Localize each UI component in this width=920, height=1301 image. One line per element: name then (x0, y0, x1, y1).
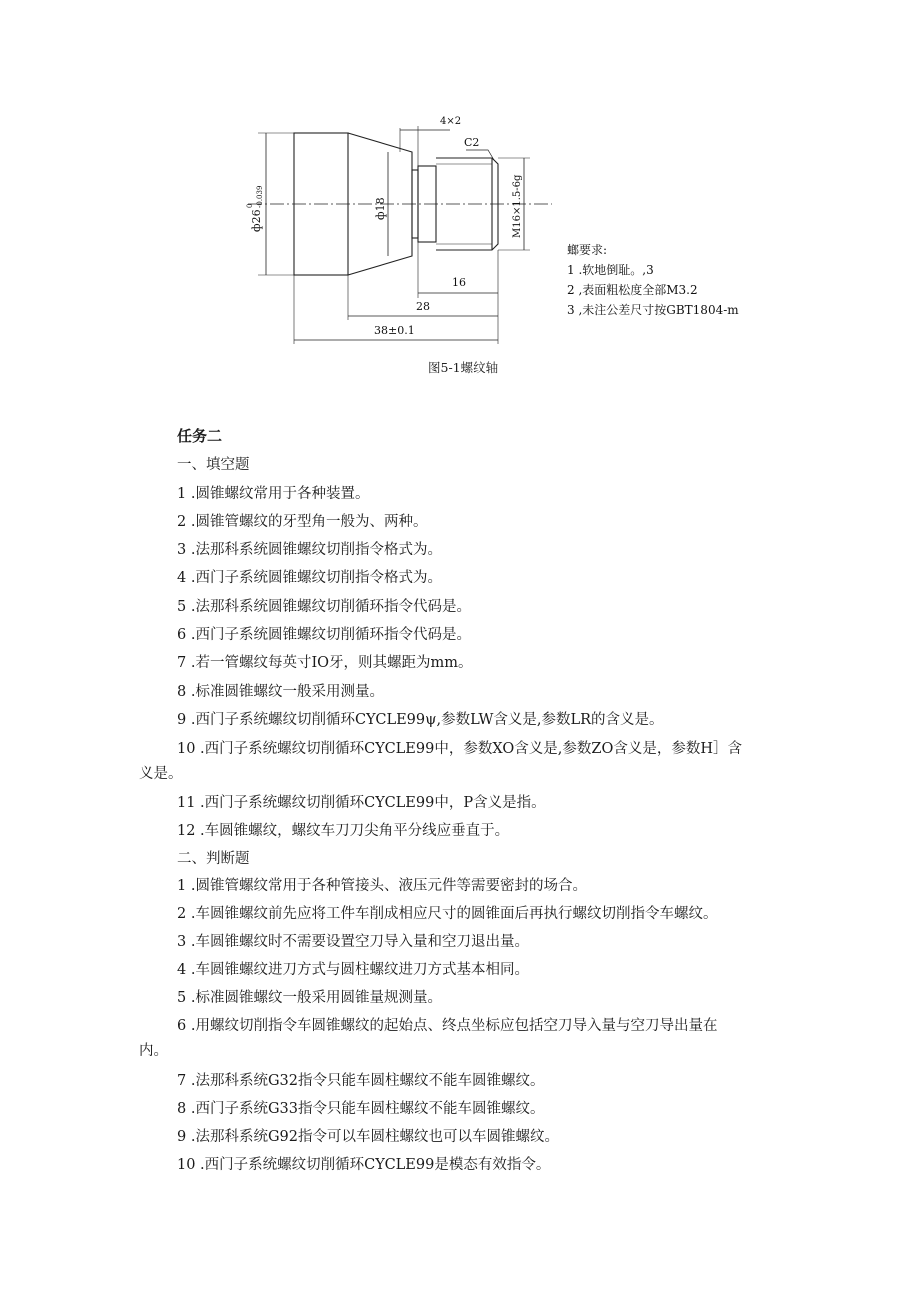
fill-blank-item: 5 .法那科系统圆锥螺纹切削循环指令代码是。 (177, 599, 471, 615)
dim-groove-label: 4×2 (440, 116, 462, 127)
true-false-item: 9 .法那科系统G92指令可以车圆柱螺纹也可以车圆锥螺纹。 (177, 1129, 559, 1145)
true-false-item-continued: 内。 (139, 1043, 168, 1059)
dim-38-label: 38±0.1 (374, 324, 415, 337)
true-false-item: 2 .车圆锥螺纹前先应将工件车削成相应尺寸的圆锥面后再执行螺纹切削指令车螺纹。 (177, 906, 718, 922)
fill-blank-item: 6 .西门子系统圆锥螺纹切削循环指令代码是。 (177, 627, 471, 643)
dim-16-label: 16 (452, 276, 466, 289)
dim-phi26-upper-tol: 0 (246, 203, 254, 208)
fill-blank-item: 3 .法那科系统圆锥螺纹切削指令格式为。 (177, 542, 442, 558)
dim-28-label: 28 (416, 300, 430, 313)
figure-caption: 图5-1螺纹轴 (428, 360, 499, 375)
true-false-item: 8 .西门子系统G33指令只能车圆柱螺纹不能车圆锥螺纹。 (177, 1101, 545, 1117)
fill-blank-item-continued: 义是。 (139, 766, 183, 782)
true-false-item: 4 .车圆锥螺纹进刀方式与圆柱螺纹进刀方式基本相同。 (177, 962, 529, 978)
dim-phi26-lower-tol: -0.039 (256, 185, 264, 208)
true-false-item: 7 .法那科系统G32指令只能车圆柱螺纹不能车圆锥螺纹。 (177, 1073, 545, 1089)
dim-phi18-label: ф18 (374, 197, 387, 220)
fill-blank-item: 9 .西门子系统螺纹切削循环CYCLE99ψ,参数LW含义是,参数LR的含义是。 (177, 712, 664, 728)
task-title: 任务二 (177, 427, 223, 445)
thread-shaft-drawing (240, 108, 570, 354)
requirements-title: 螂要求: (567, 243, 608, 257)
section-true-false-title: 二、判断题 (177, 851, 250, 867)
true-false-item: 6 .用螺纹切削指令车圆锥螺纹的起始点、终点坐标应包括空刀导入量与空刀导出量在 (177, 1018, 718, 1034)
section-fill-blank-title: 一、填空题 (177, 457, 250, 473)
requirement-3: 3 ,未注公差尺寸按GBT1804-m (567, 303, 739, 317)
fill-blank-item: 12 .车圆锥螺纹，螺纹车刀刀尖角平分线应垂直于。 (177, 823, 510, 839)
dim-thread-label: M16×1.5-6g (512, 174, 523, 238)
fill-blank-item: 8 .标准圆锥螺纹一般采用测量。 (177, 684, 384, 700)
dim-chamfer-label: C2 (464, 136, 480, 149)
thread-body (436, 158, 498, 250)
fill-blank-item: 1 .圆锥螺纹常用于各种装置。 (177, 486, 370, 502)
dim-phi26-label: ф26 (250, 209, 263, 232)
requirement-1: 1 .软地倒耻。,3 (567, 263, 654, 277)
true-false-item: 3 .车圆锥螺纹时不需要设置空刀导入量和空刀退出量。 (177, 934, 529, 950)
true-false-item: 1 .圆锥管螺纹常用于各种管接头、液压元件等需要密封的场合。 (177, 878, 587, 894)
thread-shaft-svg (240, 108, 570, 354)
requirement-2: 2 ,表面粗松度全部M3.2 (567, 283, 698, 297)
fill-blank-item: 10 .西门子系统螺纹切削循环CYCLE99中，参数XO含义是,参数ZO含义是，参数H］含 (177, 741, 743, 757)
fill-blank-item: 4 .西门子系统圆锥螺纹切削指令格式为。 (177, 570, 442, 586)
true-false-item: 5 .标准圆锥螺纹一般采用圆锥量规测量。 (177, 990, 442, 1006)
fill-blank-item: 7 .若一管螺纹每英寸IO牙，则其螺距为mm。 (177, 655, 473, 671)
fill-blank-item: 11 .西门子系统螺纹切削循环CYCLE99中，P含义是指。 (177, 795, 546, 811)
fill-blank-item: 2 .圆锥管螺纹的牙型角一般为、两种。 (177, 514, 428, 530)
true-false-item: 10 .西门子系统螺纹切削循环CYCLE99是模态有效指令。 (177, 1157, 551, 1173)
